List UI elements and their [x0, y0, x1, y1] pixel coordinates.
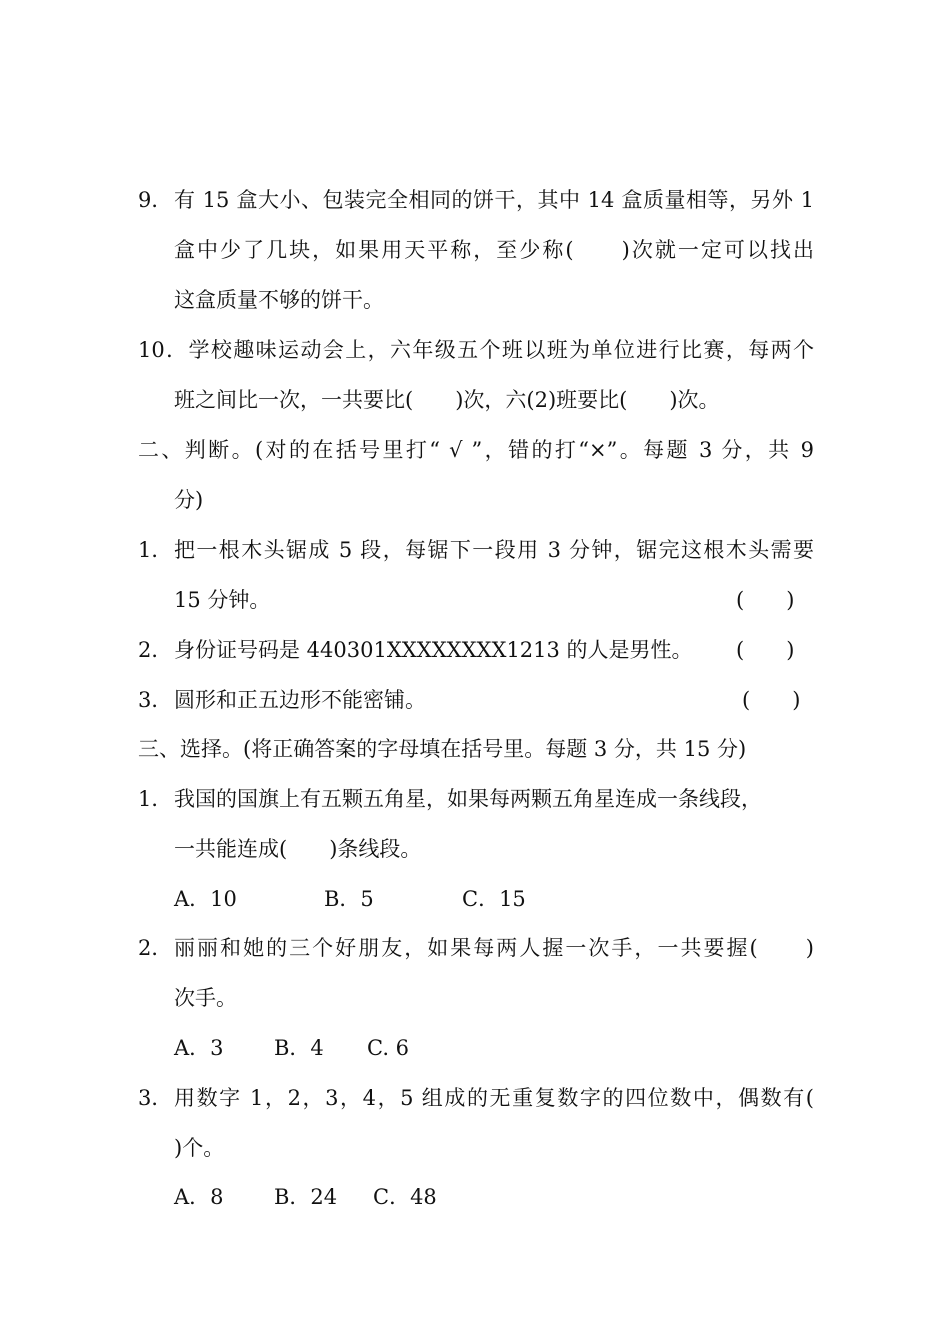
q10-text-line-2: 班之间比一次，一共要比( )次，六(2)班要比( )次。 [174, 388, 720, 412]
choice-1-option-c[interactable]: C．15 [462, 887, 526, 911]
judgment-2-number: 2． [138, 638, 173, 662]
q10-text-line-1: 10．学校趣味运动会上，六年级五个班以班为单位进行比赛，每两个 [138, 338, 814, 362]
choice-3-option-b[interactable]: B．24 [274, 1185, 338, 1209]
q9-number: 9． [138, 188, 173, 212]
judgment-1-text-line-2: 15 分钟。 [174, 588, 271, 612]
q9-text-line-2: 盒中少了几块，如果用天平称，至少称( )次就一定可以找出 [174, 238, 814, 262]
section-3-heading-text: 三、选择。(将正确答案的字母填在括号里。每题 3 分，共 15 分) [138, 737, 747, 761]
choice-1-text-line-1: 我国的国旗上有五颗五角星，如果每两颗五角星连成一条线段， [174, 787, 762, 811]
judgment-2-answer-blank[interactable]: ( ) [736, 638, 795, 662]
section-2-heading-line-2: 分) [174, 488, 204, 512]
judgment-1-text-line-1: 把一根木头锯成 5 段，每锯下一段用 3 分钟，锯完这根木头需要 [174, 538, 814, 562]
choice-2-text-line-2: 次手。 [174, 986, 237, 1010]
choice-2-number: 2． [138, 936, 173, 960]
choice-3-number: 3． [138, 1086, 173, 1110]
choice-3-option-c[interactable]: C．48 [373, 1185, 437, 1209]
judgment-1-answer-blank[interactable]: ( ) [736, 588, 795, 612]
section-2-heading-line-1: 二、判断。(对的在括号里打“ √ ”，错的打“×”。每题 3 分，共 9 [138, 438, 814, 462]
choice-1-number: 1． [138, 787, 173, 811]
judgment-3-number: 3． [138, 688, 173, 712]
judgment-1-number: 1． [138, 538, 173, 562]
judgment-3-answer-blank[interactable]: ( ) [742, 688, 801, 712]
q9-text-line-1: 有 15 盒大小、包装完全相同的饼干，其中 14 盒质量相等，另外 1 [174, 188, 814, 212]
choice-2-option-b[interactable]: B．4 [274, 1036, 324, 1060]
choice-2-option-a[interactable]: A．3 [174, 1036, 224, 1060]
choice-1-option-b[interactable]: B．5 [324, 887, 374, 911]
judgment-2-text: 身份证号码是 440301XXXXXXXX1213 的人是男性。 [174, 638, 693, 662]
choice-2-option-c[interactable]: C. 6 [367, 1036, 410, 1060]
q9-text-line-3: 这盒质量不够的饼干。 [174, 288, 384, 312]
choice-3-text-line-1: 用数字 1，2，3，4，5 组成的无重复数字的四位数中，偶数有( [174, 1086, 814, 1110]
choice-1-option-a[interactable]: A．10 [174, 887, 237, 911]
choice-3-text-line-2: )个。 [174, 1136, 225, 1160]
choice-3-option-a[interactable]: A．8 [174, 1185, 224, 1209]
choice-2-text-line-1: 丽丽和她的三个好朋友，如果每两人握一次手，一共要握( ) [174, 936, 814, 960]
judgment-3-text: 圆形和正五边形不能密铺。 [174, 688, 426, 712]
choice-1-text-line-2: 一共能连成( )条线段。 [174, 837, 422, 861]
